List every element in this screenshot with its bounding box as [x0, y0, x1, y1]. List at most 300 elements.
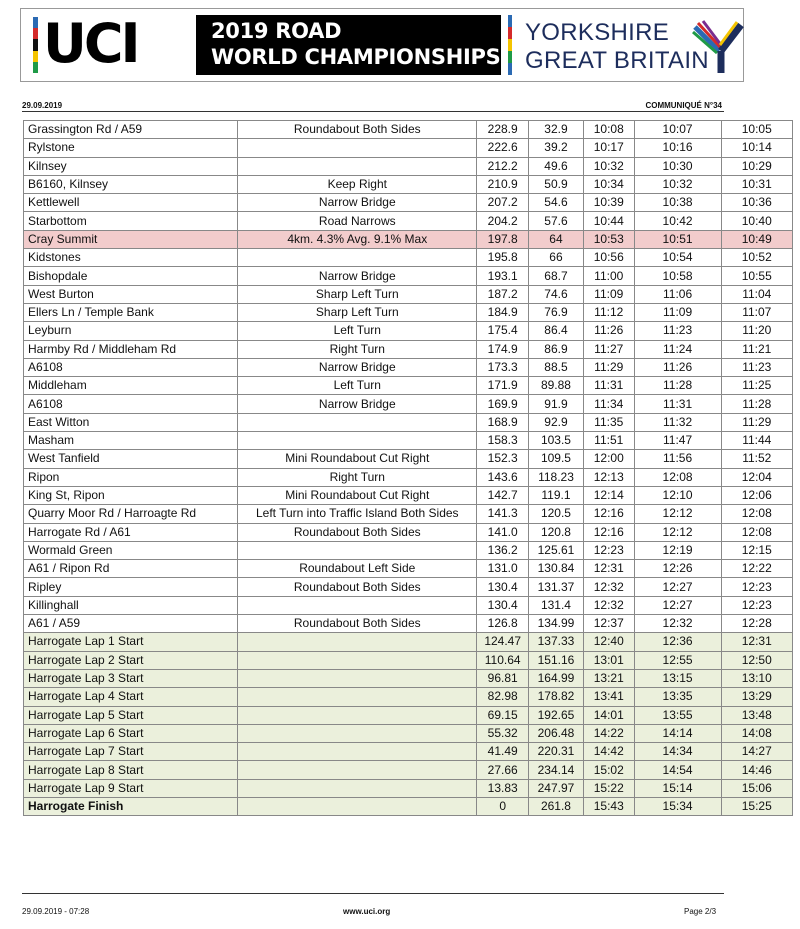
place-cell: A61 / A59 [24, 615, 238, 633]
km-to-go-cell: 143.6 [477, 468, 529, 486]
table-row [24, 797, 793, 815]
place-cell: Grassington Rd / A59 [24, 121, 238, 139]
table-row [24, 615, 793, 633]
km-done-cell: 151.16 [529, 651, 584, 669]
note-cell: Left Turn [238, 322, 477, 340]
km-done-cell: 49.6 [529, 157, 584, 175]
place-cell: Leyburn [24, 322, 238, 340]
table-row [24, 322, 793, 340]
note-cell: Roundabout Both Sides [238, 615, 477, 633]
place-cell: Killinghall [24, 596, 238, 614]
km-to-go-cell: 142.7 [477, 486, 529, 504]
km-to-go-cell: 152.3 [477, 450, 529, 468]
time-slow-cell: 10:31 [721, 175, 792, 193]
place-cell: Harrogate Lap 9 Start [24, 779, 238, 797]
host-stripe-segment [508, 51, 512, 63]
table-row [24, 358, 793, 376]
place-cell: Harrogate Lap 3 Start [24, 669, 238, 687]
note-cell [238, 724, 477, 742]
host-stripe-segment [508, 27, 512, 39]
km-done-cell: 130.84 [529, 560, 584, 578]
km-to-go-cell: 27.66 [477, 761, 529, 779]
time-fast-cell: 13:21 [583, 669, 634, 687]
note-cell: Mini Roundabout Cut Right [238, 486, 477, 504]
time-slow-cell: 11:07 [721, 303, 792, 321]
table-row [24, 761, 793, 779]
place-cell: A6108 [24, 358, 238, 376]
rainbow-stripe [33, 39, 38, 50]
time-mid-cell: 13:35 [634, 688, 721, 706]
place-cell: Starbottom [24, 212, 238, 230]
table-row [24, 468, 793, 486]
km-done-cell: 131.37 [529, 578, 584, 596]
time-fast-cell: 12:16 [583, 523, 634, 541]
footer-timestamp: 29.09.2019 - 07:28 [22, 907, 90, 916]
time-mid-cell: 10:38 [634, 194, 721, 212]
place-cell: East Witton [24, 413, 238, 431]
table-row [24, 121, 793, 139]
time-mid-cell: 12:27 [634, 596, 721, 614]
km-done-cell: 137.33 [529, 633, 584, 651]
time-mid-cell: 11:31 [634, 395, 721, 413]
header-divider [22, 111, 724, 112]
communique-number: COMMUNIQUÉ N°34 [645, 101, 722, 110]
route-timetable [23, 120, 793, 816]
time-fast-cell: 10:08 [583, 121, 634, 139]
km-to-go-cell: 175.4 [477, 322, 529, 340]
uci-logo: UCI [43, 12, 138, 75]
uci-logo-block [21, 9, 176, 81]
note-cell [238, 779, 477, 797]
time-fast-cell: 13:41 [583, 688, 634, 706]
time-mid-cell: 12:27 [634, 578, 721, 596]
table-row [24, 523, 793, 541]
km-to-go-cell: 110.64 [477, 651, 529, 669]
time-fast-cell: 12:00 [583, 450, 634, 468]
time-mid-cell: 12:55 [634, 651, 721, 669]
note-cell: Roundabout Both Sides [238, 121, 477, 139]
time-mid-cell: 15:34 [634, 797, 721, 815]
km-done-cell: 74.6 [529, 285, 584, 303]
time-mid-cell: 10:58 [634, 267, 721, 285]
time-slow-cell: 11:44 [721, 432, 792, 450]
time-slow-cell: 11:23 [721, 358, 792, 376]
note-cell [238, 157, 477, 175]
time-slow-cell: 10:52 [721, 249, 792, 267]
table-row [24, 230, 793, 248]
km-done-cell: 76.9 [529, 303, 584, 321]
note-cell [238, 651, 477, 669]
time-slow-cell: 11:28 [721, 395, 792, 413]
km-done-cell: 54.6 [529, 194, 584, 212]
time-slow-cell: 10:40 [721, 212, 792, 230]
km-to-go-cell: 228.9 [477, 121, 529, 139]
time-mid-cell: 10:32 [634, 175, 721, 193]
time-fast-cell: 11:35 [583, 413, 634, 431]
time-slow-cell: 12:50 [721, 651, 792, 669]
km-done-cell: 92.9 [529, 413, 584, 431]
km-done-cell: 57.6 [529, 212, 584, 230]
note-cell: Right Turn [238, 340, 477, 358]
place-cell: Masham [24, 432, 238, 450]
place-cell: Harrogate Lap 2 Start [24, 651, 238, 669]
note-cell: Roundabout Both Sides [238, 523, 477, 541]
table-row [24, 395, 793, 413]
km-done-cell: 192.65 [529, 706, 584, 724]
note-cell [238, 761, 477, 779]
km-done-cell: 164.99 [529, 669, 584, 687]
note-cell [238, 688, 477, 706]
time-mid-cell: 11:47 [634, 432, 721, 450]
time-fast-cell: 15:02 [583, 761, 634, 779]
km-done-cell: 89.88 [529, 377, 584, 395]
table-row [24, 139, 793, 157]
time-mid-cell: 11:23 [634, 322, 721, 340]
table-row [24, 157, 793, 175]
time-fast-cell: 13:01 [583, 651, 634, 669]
time-mid-cell: 14:54 [634, 761, 721, 779]
table-row [24, 651, 793, 669]
km-done-cell: 131.4 [529, 596, 584, 614]
time-slow-cell: 11:52 [721, 450, 792, 468]
km-to-go-cell: 184.9 [477, 303, 529, 321]
note-cell: Roundabout Left Side [238, 560, 477, 578]
time-fast-cell: 15:43 [583, 797, 634, 815]
note-cell [238, 596, 477, 614]
time-slow-cell: 12:06 [721, 486, 792, 504]
km-done-cell: 50.9 [529, 175, 584, 193]
time-slow-cell: 12:08 [721, 505, 792, 523]
km-to-go-cell: 131.0 [477, 560, 529, 578]
km-done-cell: 120.8 [529, 523, 584, 541]
time-fast-cell: 11:12 [583, 303, 634, 321]
time-slow-cell: 11:21 [721, 340, 792, 358]
place-cell: Harmby Rd / Middleham Rd [24, 340, 238, 358]
place-cell: Harrogate Lap 1 Start [24, 633, 238, 651]
time-slow-cell: 12:28 [721, 615, 792, 633]
note-cell [238, 413, 477, 431]
table-row [24, 377, 793, 395]
note-cell: Right Turn [238, 468, 477, 486]
table-row [24, 432, 793, 450]
time-mid-cell: 10:07 [634, 121, 721, 139]
footer-website: www.uci.org [343, 907, 391, 916]
note-cell: Narrow Bridge [238, 358, 477, 376]
host-stripe [508, 15, 512, 75]
place-cell: Kilnsey [24, 157, 238, 175]
time-fast-cell: 10:44 [583, 212, 634, 230]
km-done-cell: 206.48 [529, 724, 584, 742]
time-mid-cell: 11:09 [634, 303, 721, 321]
place-cell: Quarry Moor Rd / Harroagte Rd [24, 505, 238, 523]
table-row [24, 541, 793, 559]
time-fast-cell: 12:23 [583, 541, 634, 559]
time-mid-cell: 10:30 [634, 157, 721, 175]
header-banner [20, 8, 744, 82]
time-slow-cell: 12:08 [721, 523, 792, 541]
note-cell [238, 669, 477, 687]
table-row [24, 194, 793, 212]
event-title-line2: WORLD CHAMPIONSHIPS [211, 45, 501, 69]
table-row [24, 212, 793, 230]
time-fast-cell: 10:32 [583, 157, 634, 175]
time-mid-cell: 12:26 [634, 560, 721, 578]
time-mid-cell: 11:56 [634, 450, 721, 468]
note-cell: Keep Right [238, 175, 477, 193]
time-mid-cell: 12:12 [634, 523, 721, 541]
table-row [24, 743, 793, 761]
time-mid-cell: 13:55 [634, 706, 721, 724]
table-row [24, 706, 793, 724]
table-row [24, 724, 793, 742]
time-mid-cell: 12:32 [634, 615, 721, 633]
time-slow-cell: 15:06 [721, 779, 792, 797]
note-cell [238, 432, 477, 450]
time-slow-cell: 11:25 [721, 377, 792, 395]
time-fast-cell: 10:53 [583, 230, 634, 248]
note-cell [238, 743, 477, 761]
km-to-go-cell: 187.2 [477, 285, 529, 303]
time-fast-cell: 10:56 [583, 249, 634, 267]
km-done-cell: 234.14 [529, 761, 584, 779]
km-done-cell: 86.4 [529, 322, 584, 340]
time-fast-cell: 14:42 [583, 743, 634, 761]
table-row [24, 596, 793, 614]
time-mid-cell: 11:32 [634, 413, 721, 431]
time-fast-cell: 14:01 [583, 706, 634, 724]
km-to-go-cell: 168.9 [477, 413, 529, 431]
time-fast-cell: 11:51 [583, 432, 634, 450]
time-fast-cell: 12:14 [583, 486, 634, 504]
time-fast-cell: 11:09 [583, 285, 634, 303]
time-fast-cell: 11:34 [583, 395, 634, 413]
place-cell: Kidstones [24, 249, 238, 267]
km-to-go-cell: 141.0 [477, 523, 529, 541]
time-slow-cell: 14:46 [721, 761, 792, 779]
footer-page-number: Page 2/3 [684, 907, 717, 916]
table-row [24, 505, 793, 523]
place-cell: Kettlewell [24, 194, 238, 212]
note-cell [238, 139, 477, 157]
note-cell [238, 706, 477, 724]
time-mid-cell: 12:10 [634, 486, 721, 504]
document-date: 29.09.2019 [22, 101, 63, 110]
note-cell [238, 249, 477, 267]
table-row [24, 285, 793, 303]
time-slow-cell: 13:29 [721, 688, 792, 706]
rainbow-stripe [33, 62, 38, 73]
place-cell: Harrogate Lap 7 Start [24, 743, 238, 761]
place-cell: West Burton [24, 285, 238, 303]
note-cell: Mini Roundabout Cut Right [238, 450, 477, 468]
time-slow-cell: 12:22 [721, 560, 792, 578]
rainbow-stripe [33, 28, 38, 39]
km-to-go-cell: 130.4 [477, 596, 529, 614]
time-mid-cell: 11:24 [634, 340, 721, 358]
table-row [24, 413, 793, 431]
time-mid-cell: 10:54 [634, 249, 721, 267]
time-mid-cell: 14:34 [634, 743, 721, 761]
host-stripe-segment [508, 63, 512, 75]
place-cell: A6108 [24, 395, 238, 413]
rainbow-stripe [33, 17, 38, 28]
time-fast-cell: 11:29 [583, 358, 634, 376]
note-cell: Narrow Bridge [238, 194, 477, 212]
place-cell: Rylstone [24, 139, 238, 157]
place-cell: Bishopdale [24, 267, 238, 285]
km-to-go-cell: 96.81 [477, 669, 529, 687]
km-to-go-cell: 204.2 [477, 212, 529, 230]
place-cell: Harrogate Rd / A61 [24, 523, 238, 541]
time-fast-cell: 11:27 [583, 340, 634, 358]
time-fast-cell: 11:26 [583, 322, 634, 340]
footer-divider [22, 893, 724, 894]
place-cell: Harrogate Lap 6 Start [24, 724, 238, 742]
km-done-cell: 109.5 [529, 450, 584, 468]
time-mid-cell: 12:19 [634, 541, 721, 559]
place-cell: Ripley [24, 578, 238, 596]
table-row [24, 779, 793, 797]
rainbow-stripes [33, 17, 38, 73]
note-cell: Narrow Bridge [238, 267, 477, 285]
time-fast-cell: 14:22 [583, 724, 634, 742]
time-mid-cell: 11:28 [634, 377, 721, 395]
place-cell: Cray Summit [24, 230, 238, 248]
km-to-go-cell: 212.2 [477, 157, 529, 175]
time-slow-cell: 10:49 [721, 230, 792, 248]
km-done-cell: 178.82 [529, 688, 584, 706]
km-to-go-cell: 193.1 [477, 267, 529, 285]
km-to-go-cell: 197.8 [477, 230, 529, 248]
time-slow-cell: 15:25 [721, 797, 792, 815]
time-fast-cell: 11:31 [583, 377, 634, 395]
time-slow-cell: 10:36 [721, 194, 792, 212]
time-fast-cell: 12:32 [583, 578, 634, 596]
time-mid-cell: 14:14 [634, 724, 721, 742]
time-slow-cell: 12:23 [721, 596, 792, 614]
time-slow-cell: 12:23 [721, 578, 792, 596]
time-mid-cell: 12:12 [634, 505, 721, 523]
time-slow-cell: 10:29 [721, 157, 792, 175]
note-cell: Narrow Bridge [238, 395, 477, 413]
note-cell: 4km. 4.3% Avg. 9.1% Max [238, 230, 477, 248]
table-row [24, 267, 793, 285]
table-row [24, 340, 793, 358]
table-row [24, 688, 793, 706]
km-done-cell: 118.23 [529, 468, 584, 486]
km-done-cell: 220.31 [529, 743, 584, 761]
place-cell: Ellers Ln / Temple Bank [24, 303, 238, 321]
km-to-go-cell: 207.2 [477, 194, 529, 212]
time-mid-cell: 13:15 [634, 669, 721, 687]
yorkshire-y-logo [689, 17, 749, 77]
km-done-cell: 88.5 [529, 358, 584, 376]
host-stripe-segment [508, 39, 512, 51]
place-cell: Harrogate Lap 4 Start [24, 688, 238, 706]
km-to-go-cell: 171.9 [477, 377, 529, 395]
km-to-go-cell: 141.3 [477, 505, 529, 523]
km-done-cell: 134.99 [529, 615, 584, 633]
note-cell [238, 797, 477, 815]
note-cell: Sharp Left Turn [238, 303, 477, 321]
km-done-cell: 64 [529, 230, 584, 248]
time-mid-cell: 10:16 [634, 139, 721, 157]
time-fast-cell: 11:00 [583, 267, 634, 285]
table-row [24, 175, 793, 193]
place-cell: King St, Ripon [24, 486, 238, 504]
time-mid-cell: 11:06 [634, 285, 721, 303]
km-done-cell: 103.5 [529, 432, 584, 450]
time-mid-cell: 10:51 [634, 230, 721, 248]
time-fast-cell: 15:22 [583, 779, 634, 797]
time-slow-cell: 11:29 [721, 413, 792, 431]
km-done-cell: 39.2 [529, 139, 584, 157]
time-slow-cell: 13:10 [721, 669, 792, 687]
table-row [24, 560, 793, 578]
km-to-go-cell: 136.2 [477, 541, 529, 559]
km-done-cell: 125.61 [529, 541, 584, 559]
time-slow-cell: 10:05 [721, 121, 792, 139]
km-done-cell: 120.5 [529, 505, 584, 523]
place-cell: Harrogate Finish [24, 797, 238, 815]
note-cell: Left Turn [238, 377, 477, 395]
time-slow-cell: 14:08 [721, 724, 792, 742]
km-to-go-cell: 195.8 [477, 249, 529, 267]
note-cell: Road Narrows [238, 212, 477, 230]
time-fast-cell: 12:31 [583, 560, 634, 578]
time-fast-cell: 12:13 [583, 468, 634, 486]
time-slow-cell: 11:04 [721, 285, 792, 303]
time-slow-cell: 12:31 [721, 633, 792, 651]
note-cell: Sharp Left Turn [238, 285, 477, 303]
table-row [24, 450, 793, 468]
place-cell: Ripon [24, 468, 238, 486]
time-mid-cell: 15:14 [634, 779, 721, 797]
km-done-cell: 119.1 [529, 486, 584, 504]
table-row [24, 249, 793, 267]
km-done-cell: 66 [529, 249, 584, 267]
km-to-go-cell: 124.47 [477, 633, 529, 651]
time-fast-cell: 12:37 [583, 615, 634, 633]
km-to-go-cell: 174.9 [477, 340, 529, 358]
km-to-go-cell: 82.98 [477, 688, 529, 706]
km-done-cell: 68.7 [529, 267, 584, 285]
km-to-go-cell: 126.8 [477, 615, 529, 633]
time-fast-cell: 10:17 [583, 139, 634, 157]
km-done-cell: 261.8 [529, 797, 584, 815]
table-row [24, 486, 793, 504]
time-slow-cell: 10:14 [721, 139, 792, 157]
note-cell [238, 541, 477, 559]
place-cell: B6160, Kilnsey [24, 175, 238, 193]
time-mid-cell: 11:26 [634, 358, 721, 376]
note-cell: Roundabout Both Sides [238, 578, 477, 596]
time-slow-cell: 12:15 [721, 541, 792, 559]
note-cell [238, 633, 477, 651]
time-mid-cell: 10:42 [634, 212, 721, 230]
time-fast-cell: 10:34 [583, 175, 634, 193]
km-to-go-cell: 222.6 [477, 139, 529, 157]
host-line2: GREAT BRITAIN [525, 47, 709, 74]
time-slow-cell: 14:27 [721, 743, 792, 761]
table-row [24, 303, 793, 321]
place-cell: Harrogate Lap 8 Start [24, 761, 238, 779]
time-fast-cell: 10:39 [583, 194, 634, 212]
place-cell: Wormald Green [24, 541, 238, 559]
time-mid-cell: 12:08 [634, 468, 721, 486]
km-to-go-cell: 210.9 [477, 175, 529, 193]
place-cell: West Tanfield [24, 450, 238, 468]
